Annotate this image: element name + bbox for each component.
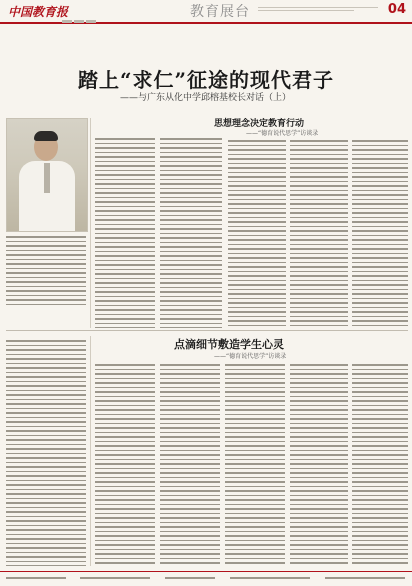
article-1-byline: ——“德育说代思学”访谈录	[246, 130, 319, 137]
page-header	[0, 0, 412, 24]
article-1-column-3	[352, 140, 408, 328]
main-article-column-2	[160, 138, 222, 328]
article-1-column-1	[228, 140, 286, 328]
article-2-column-2	[160, 364, 220, 566]
header-info-text	[258, 7, 378, 12]
article-2-title: 点滴细节敷造学生心灵	[174, 338, 284, 351]
masthead-decoration	[62, 8, 102, 12]
article-1-title: 思想理念决定教育行动	[214, 119, 305, 129]
article-2-byline: ——“德育说代思学”访谈录	[214, 353, 287, 360]
column-divider	[90, 118, 91, 328]
page-number: 04	[387, 2, 406, 17]
article-2-column-4	[290, 364, 348, 566]
main-headline: 踏上“求仁”征途的现代君子	[77, 68, 334, 92]
masthead: 中国教育报	[8, 5, 69, 19]
column-divider	[90, 336, 91, 566]
article-2-column-1	[95, 364, 155, 566]
principal-photo	[6, 118, 88, 232]
main-article-column-1	[95, 138, 155, 328]
article-2-column-5	[352, 364, 408, 566]
article-1-column-2	[290, 140, 348, 328]
article-2-column-3	[225, 364, 285, 566]
section-divider	[6, 330, 408, 331]
main-subhead: ——与广东从化中学邱榕基校长对话（上）	[120, 93, 292, 103]
photo-caption-text	[6, 236, 86, 308]
sidebar-text-column	[6, 340, 86, 566]
section-title: 教育展台	[190, 4, 250, 20]
page-footer	[0, 571, 412, 586]
